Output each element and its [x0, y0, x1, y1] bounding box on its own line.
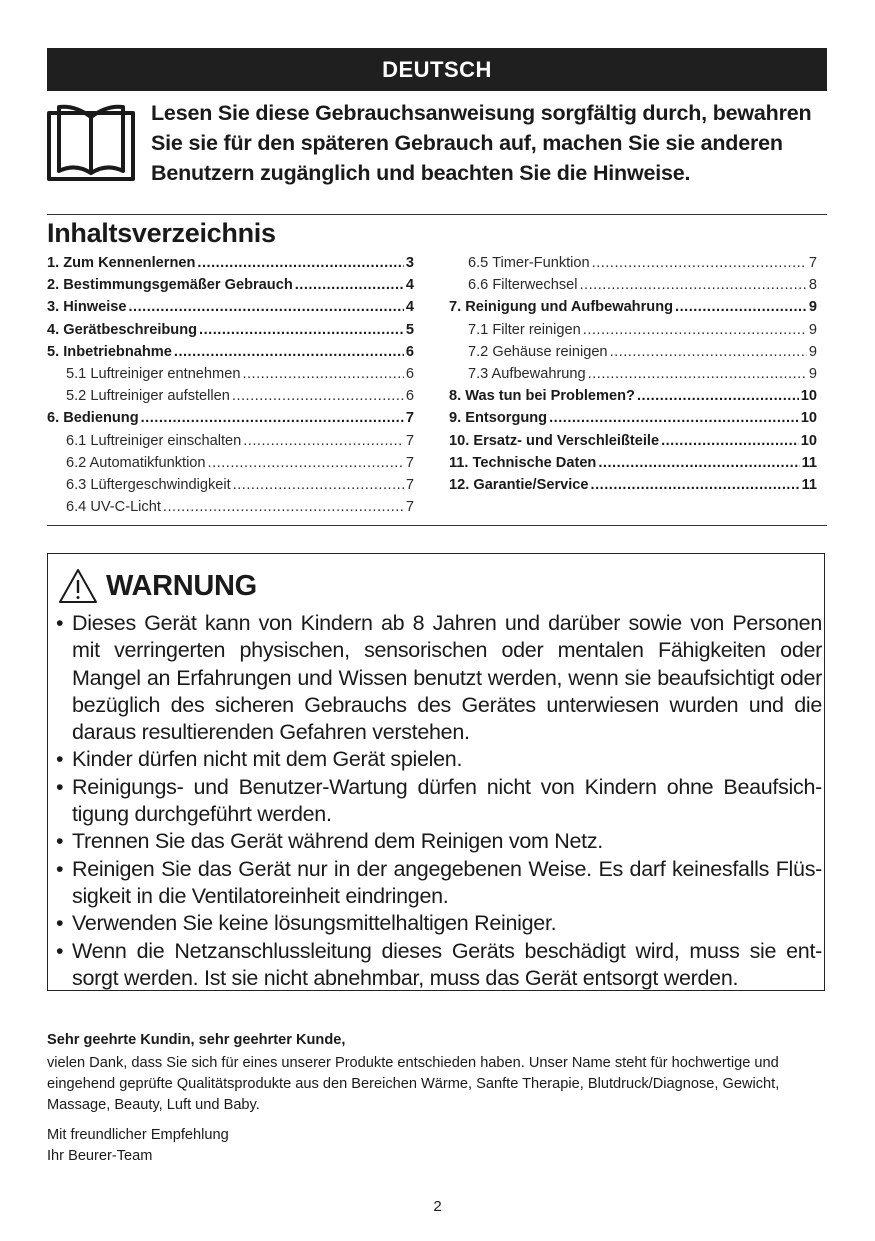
toc-item-label: 5.2 Luftreiniger aufstellen	[66, 388, 230, 405]
toc-item-page: 7	[405, 499, 414, 516]
toc-item	[47, 452, 414, 474]
toc-item-label: 6. Bedienung	[47, 410, 139, 427]
language-header	[47, 48, 827, 91]
toc-item-label: 8. Was tun bei Problemen?	[449, 388, 635, 405]
warning-item	[56, 938, 822, 993]
signature-text: Ihr Beurer-Team	[47, 1148, 153, 1164]
toc-item	[47, 252, 414, 274]
toc-item-page: 5	[405, 321, 414, 338]
language-label: DEUTSCH	[382, 56, 492, 82]
toc-item	[47, 341, 414, 363]
toc-item-label: 3. Hinweise	[47, 299, 127, 316]
toc-item-page: 7	[405, 454, 414, 471]
warning-box	[47, 553, 825, 991]
toc-item	[47, 296, 414, 318]
toc-item	[47, 407, 414, 429]
toc-leader-dots	[242, 363, 403, 385]
toc-item	[449, 363, 817, 385]
warning-item	[56, 828, 822, 855]
warning-item-text: Wenn die Netzanschlussleitung dieses Geräts beschädigt wird, muss sie ent-sorgt werden. Ist sie nicht abnehmbar, muss das Gerät entsorgt werden.	[72, 938, 822, 990]
toc-item-label: 6.4 UV-C-Licht	[66, 499, 161, 516]
toc-item	[47, 430, 414, 452]
toc-leader-dots	[295, 274, 404, 296]
toc-leader-dots	[232, 385, 404, 407]
toc-column-left	[47, 252, 414, 518]
toc-leader-dots	[637, 385, 799, 407]
warning-triangle-icon	[58, 568, 98, 604]
toc-item	[449, 474, 817, 496]
warning-title: WARNUNG	[106, 569, 257, 602]
toc-item-label: 10. Ersatz- und Verschleißteile	[449, 432, 660, 449]
toc-item-label: 5. Inbetriebnahme	[47, 343, 172, 360]
toc-leader-dots	[580, 274, 807, 296]
toc-item	[47, 363, 414, 385]
greeting-heading: Sehr geehrte Kundin, sehr geehrter Kunde,	[47, 1032, 346, 1048]
toc-leader-dots	[598, 452, 799, 474]
signature-block	[47, 1125, 229, 1167]
warning-item	[56, 910, 822, 937]
toc-item	[449, 341, 817, 363]
warning-list	[56, 610, 822, 992]
warning-item-text: Reinigen Sie das Gerät nur in der angegebenen Weise. Es darf keinesfalls Flüs-sigkeit in die Ventilatoreinheit eindringen.	[72, 856, 822, 908]
toc-item	[47, 274, 414, 296]
toc-item-page: 6	[405, 388, 414, 405]
toc-item-page: 10	[800, 432, 817, 449]
toc-item	[449, 452, 817, 474]
intro-line: Lesen Sie diese Gebrauchsanweisung sorgfältig durch, bewahren	[151, 101, 812, 125]
toc-item-page: 9	[808, 343, 817, 360]
toc-item-label: 11. Technische Daten	[449, 454, 597, 471]
greeting-paragraph: vielen Dank, dass Sie sich für eines unserer Produkte entschieden haben. Unser Name steht für hochwertige und eingehend geprüfte Qualitätsprodukte aus den Bereichen Wärme, Sanfte Therapie, Blutdruck/Diagnose, Gewicht, Massage, Beauty, Luft und Baby.	[47, 1055, 780, 1113]
toc-item-page: 7	[405, 432, 414, 449]
toc-item-page: 6	[405, 343, 414, 360]
toc-item-label: 6.2 Automatikfunktion	[66, 454, 206, 471]
toc-column-right	[449, 252, 817, 496]
toc-leader-dots	[592, 252, 807, 274]
toc-leader-dots	[610, 341, 807, 363]
toc-leader-dots	[197, 252, 403, 274]
bullet-icon: •	[56, 747, 64, 772]
toc-leader-dots	[583, 319, 807, 341]
warning-item-text: Dieses Gerät kann von Kindern ab 8 Jahren und darüber sowie von Personen mit verringerten physischen, sensorischen oder mentalen Fähigkeiten oder Mangel an Erfahrungen und Wissen benutzt werden, wenn sie beaufsichtigt oder bezüglich des sicheren Gebrauchs des Gerätes unterwiesen wurden und die daraus resultierenden Gefahren verstehen.	[72, 611, 822, 745]
warning-item-text: Trennen Sie das Gerät während dem Reinigen vom Netz.	[72, 829, 603, 854]
warning-item-text: Kinder dürfen nicht mit dem Gerät spielen.	[72, 747, 463, 772]
toc-item-page: 9	[808, 321, 817, 338]
intro-text	[151, 98, 831, 188]
toc-item	[47, 496, 414, 518]
toc-leader-dots	[675, 296, 807, 318]
warning-item	[56, 746, 822, 773]
toc-leader-dots	[243, 430, 404, 452]
toc-item-label: 6.3 Lüftergeschwindigkeit	[66, 476, 231, 493]
greeting	[47, 1030, 829, 1116]
toc-title: Inhaltsverzeichnis	[47, 218, 276, 248]
intro-line: Sie sie für den späteren Gebrauch auf, machen Sie sie anderen	[151, 131, 783, 155]
toc-item	[449, 274, 817, 296]
toc-leader-dots	[661, 430, 799, 452]
bullet-icon: •	[56, 774, 64, 799]
toc-item-page: 8	[808, 277, 817, 294]
toc-item-label: 6.1 Luftreiniger einschalten	[66, 432, 242, 449]
warning-item-text: Verwenden Sie keine lösungsmittelhaltigen Reiniger.	[72, 911, 557, 936]
toc-leader-dots	[208, 452, 404, 474]
toc-leader-dots	[588, 363, 807, 385]
bullet-icon: •	[56, 911, 64, 936]
divider-top	[47, 214, 827, 215]
toc-item-page: 9	[808, 299, 817, 316]
warning-item	[56, 610, 822, 746]
warning-item	[56, 774, 822, 829]
toc-leader-dots	[163, 496, 404, 518]
book-icon	[47, 103, 135, 183]
bullet-icon: •	[56, 829, 64, 854]
bullet-icon: •	[56, 856, 64, 881]
toc-item-page: 4	[405, 277, 414, 294]
toc-item-page: 3	[405, 255, 414, 271]
toc-leader-dots	[174, 341, 404, 363]
toc-item-page: 7	[808, 255, 817, 271]
toc-item-page: 7	[405, 410, 414, 427]
toc-item-page: 11	[801, 454, 817, 471]
toc-item-label: 9. Entsorgung	[449, 410, 548, 427]
toc-item-label: 1. Zum Kennenlernen	[47, 255, 196, 271]
toc-item-page: 11	[801, 476, 817, 493]
intro-notice	[47, 98, 829, 188]
toc-item-label: 7.2 Gehäuse reinigen	[468, 343, 608, 360]
toc-item-label: 2. Bestimmungsgemäßer Gebrauch	[47, 277, 293, 294]
toc-item	[47, 385, 414, 407]
toc-item	[449, 430, 817, 452]
intro-line: Benutzern zugänglich und beachten Sie die Hinweise.	[151, 161, 691, 185]
toc-item-label: 7.1 Filter reinigen	[468, 321, 581, 338]
toc-item-page: 7	[405, 476, 414, 493]
toc-item	[47, 319, 414, 341]
bullet-icon: •	[56, 611, 64, 635]
toc-leader-dots	[141, 407, 404, 429]
toc-item	[47, 474, 414, 496]
toc-item-label: 4. Gerätbeschreibung	[47, 321, 198, 338]
toc-item-label: 6.6 Filterwechsel	[468, 277, 578, 294]
bullet-icon: •	[56, 938, 64, 963]
warning-header	[58, 566, 257, 606]
toc-item	[449, 319, 817, 341]
closing-text: Mit freundlicher Empfehlung	[47, 1127, 229, 1143]
toc-leader-dots	[129, 296, 404, 318]
warning-item-text: Reinigungs- und Benutzer-Wartung dürfen nicht von Kindern ohne Beaufsich-tigung durchgeführt werden.	[72, 774, 822, 827]
page-number: 2	[433, 1198, 442, 1215]
toc-item-page: 4	[405, 299, 414, 316]
toc-item-label: 7. Reinigung und Aufbewahrung	[449, 299, 674, 316]
toc-leader-dots	[233, 474, 404, 496]
toc-leader-dots	[199, 319, 404, 341]
toc-item	[449, 252, 817, 274]
toc-item-label: 5.1 Luftreiniger entnehmen	[66, 365, 241, 382]
toc-item-page: 10	[800, 410, 817, 427]
toc-item-page: 9	[808, 365, 817, 382]
toc-item-page: 10	[800, 388, 817, 405]
warning-item	[56, 856, 822, 911]
toc-item	[449, 407, 817, 429]
toc-item-label: 12. Garantie/Service	[449, 476, 589, 493]
toc-leader-dots	[591, 474, 800, 496]
toc-item-label: 6.5 Timer-Funktion	[468, 255, 590, 271]
toc-item-page: 6	[405, 365, 414, 382]
toc-item	[449, 296, 817, 318]
toc-leader-dots	[549, 407, 799, 429]
toc-item	[449, 385, 817, 407]
divider-bottom	[47, 525, 827, 526]
toc-item-label: 7.3 Aufbewahrung	[468, 365, 586, 382]
